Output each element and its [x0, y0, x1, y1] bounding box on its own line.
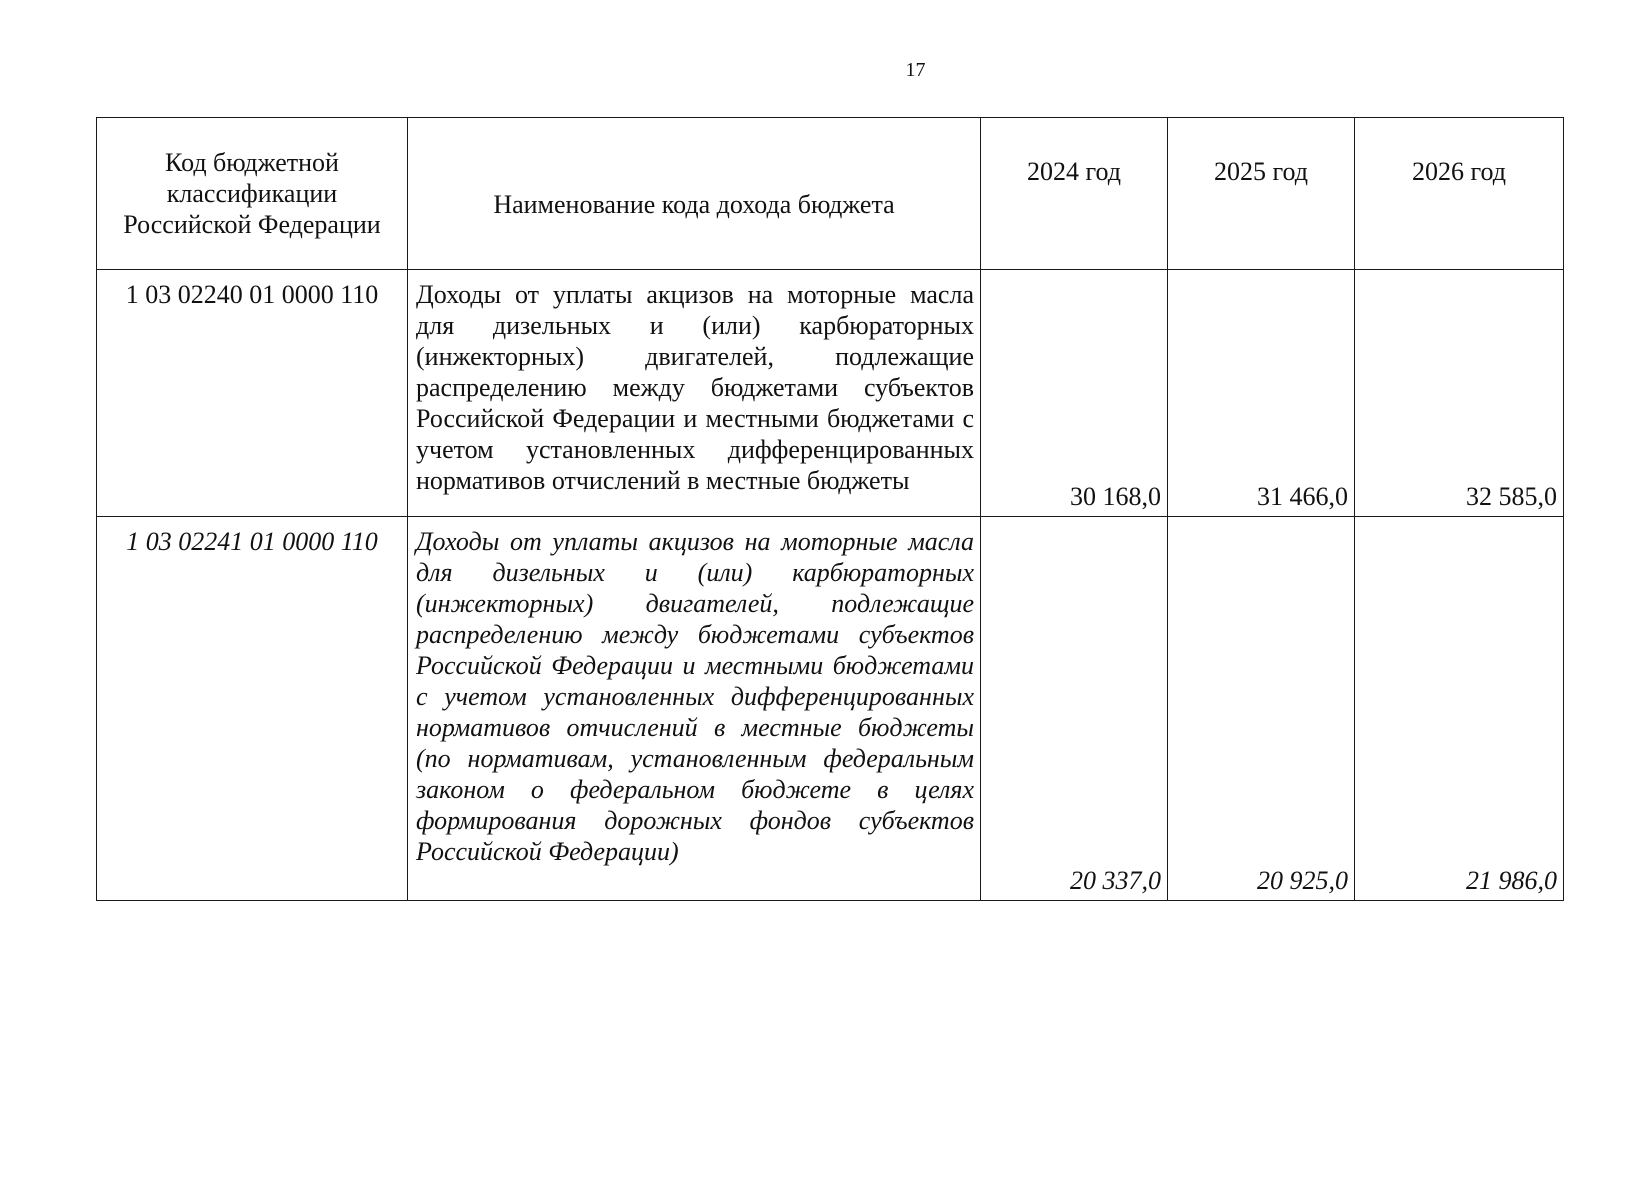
budget-table — [96, 117, 1564, 901]
header-code: Код бюджетной классификации Российской Федерации — [97, 118, 408, 270]
row-value-2026: 21 986,0 — [1355, 517, 1564, 901]
header-year-2026: 2026 год — [1355, 118, 1564, 270]
table-row — [97, 270, 1564, 517]
row-value-2024: 20 337,0 — [981, 517, 1168, 901]
header-year-2024: 2024 год — [981, 118, 1168, 270]
row-name: Доходы от уплаты акцизов на моторные масла для дизельных и (или) карбюраторных (инжекторных) двигателей, подлежащие распределению между бюджетами субъектов Российской Федерации и местными бюджетами с учетом установленных дифференцированных нормативов отчислений в местные бюджеты — [408, 270, 981, 517]
row-value-2025: 20 925,0 — [1168, 517, 1355, 901]
row-name: Доходы от уплаты акцизов на моторные масла для дизельных и (или) карбюраторных (инжекторных) двигателей, подлежащие распределению между бюджетами субъектов Российской Федерации и местными бюджетами с учетом установленных дифференцированных нормативов отчислений в местные бюджеты (по нормативам, установленным федеральным законом о федеральном бюджете в целях формирования дорожных фондов субъектов Российской Федерации) — [408, 517, 981, 901]
row-code: 1 03 02240 01 0000 110 — [97, 270, 408, 517]
table-header-row — [97, 118, 1564, 270]
row-value-2025: 31 466,0 — [1168, 270, 1355, 517]
header-name: Наименование кода дохода бюджета — [408, 118, 981, 270]
row-code: 1 03 02241 01 0000 110 — [97, 517, 408, 901]
row-value-2024: 30 168,0 — [981, 270, 1168, 517]
page-number: 17 — [905, 59, 926, 81]
header-year-2025: 2025 год — [1168, 118, 1355, 270]
row-value-2026: 32 585,0 — [1355, 270, 1564, 517]
table-row — [97, 517, 1564, 901]
